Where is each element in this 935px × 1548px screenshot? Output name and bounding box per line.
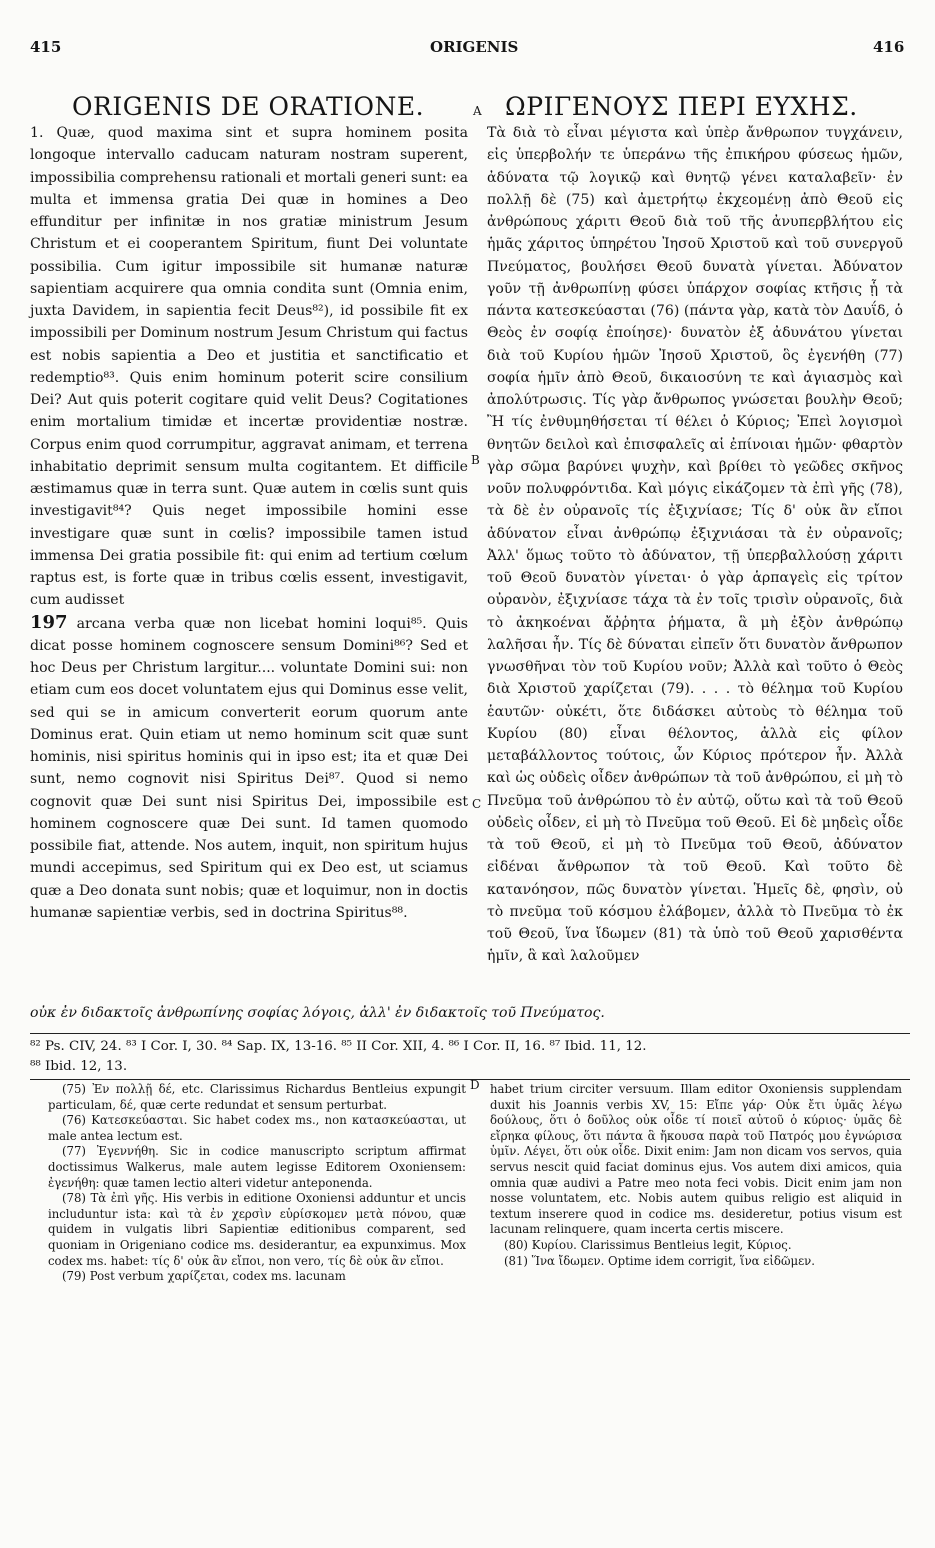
editorial-notes-left xyxy=(48,1082,466,1285)
latin-paragraph-2-text: arcana verba quæ non licebat homini loqui⁸⁵. Quis dicat posse hominem cognoscere sensum Domini⁸⁶? Sed et hoc Deus per Christum largitur.... voluntate Domini sui: non etiam cum eos docet voluntatem ejus qui Dominus esse velit, sed qui se in amicum converterit eorum quorum ante Dominus erat. Quin etiam ut nemo hominum scit quæ sunt hominis, nisi spiritus hominis qui in ipso est; ita et quæ Dei sunt, nemo cognovit nisi Spiritus Dei⁸⁷. Quod si nemo cognovit quæ Dei sunt nisi Spiritus Dei, impossibile est hominem cognoscere quæ Dei sunt. Id tamen quomodo possibile fiat, attende. Nos autem, inquit, non spiritum hujus mundi accepimus, sed Spiritum qui ex Deo est, ut sciamus quæ a Deo donata sunt nobis; quæ et loquimur, non in doctis humanæ sapientiæ verbis, sed in doctrina Spiritus⁸⁸. xyxy=(30,615,468,921)
note-78: (78) Τὰ ἐπὶ γῆς. His verbis in editione Oxoniensi adduntur et uncis includuntur ista: καὶ τὰ ἐν χερσὶν εὑρίσκομεν μετὰ πόνου, quæ quidem in vulgatis libri Sapientiæ editionibus comparent, sed quoniam in Origeniano codice ms. desiderantur, ea expunximus. Mox codex ms. habet: τίς δ' οὐκ ἂν εἴποι, non vero, τίς δὲ οὐκ ἂν εἴποι. xyxy=(48,1191,466,1268)
greek-column xyxy=(487,122,903,968)
greek-paragraph: Τὰ διὰ τὸ εἶναι μέγιστα καὶ ὑπὲρ ἄνθρωπον τυγχάνειν, εἰς ὑπερβολήν τε ὑπεράνω τῆς ἐπικήρου φύσεως ἡμῶν, ἀδύνατα τῷ λογικῷ καὶ θνητῷ γένει καταλαβεῖν· ἐν πολλῇ δὲ (75) καὶ ἀμετρήτῳ ἐκχεομένῃ ἀπὸ Θεοῦ εἰς ἀνθρώπους χάριτι Θεοῦ διὰ τοῦ τῆς ἀνυπερβλήτου εἰς ἡμᾶς χάριτος ὑπηρέτου Ἰησοῦ Χριστοῦ καὶ τοῦ συνεργοῦ Πνεύματος, βουλήσει Θεοῦ δυνατὰ γίνεται. Ἀδύνατον γοῦν τῇ ἀνθρωπίνῃ φύσει ὑπάρχον σοφίας κτῆσις ᾗ τὰ πάντα κατεσκεύασται (76) (πάντα γὰρ, κατὰ τὸν Δαυΐδ, ὁ Θεὸς ἐν σοφίᾳ ἐποίησε)· δυνατὸν ἐξ ἀδυνάτου γίνεται διὰ τοῦ Κυρίου ἡμῶν Ἰησοῦ Χριστοῦ, ὃς ἐγενήθη (77) σοφία ἡμῖν ἀπὸ Θεοῦ, δικαιοσύνη τε καὶ ἁγιασμὸς καὶ ἀπολύτρωσις. Τίς γὰρ ἄνθρωπος γνώσεται βουλὴν Θεοῦ; Ἢ τίς ἐνθυμηθήσεται τί θέλει ὁ Κύριος; Ἐπεὶ λογισμοὶ θνητῶν δειλοὶ καὶ ἐπισφαλεῖς αἱ ἐπίνοιαι ἡμῶν· φθαρτὸν γὰρ σῶμα βαρύνει ψυχὴν, καὶ βρίθει τὸ γεῶδες σκῆνος νοῦν πολυφρόντιδα. Καὶ μόγις εἰκάζομεν τὰ ἐπὶ γῆς (78), τὰ δὲ ἐν οὐρανοῖς τίς ἐξιχνίασε; Τίς δ' οὐκ ἂν εἴποι ἀδύνατον εἶναι ἀνθρώπῳ ἐξιχνιάσαι τὰ ἐν οὐρανοῖς; Ἀλλ' ὅμως τοῦτο τὸ ἀδύνατον, τῇ ὑπερβαλλούσῃ χάριτι τοῦ Θεοῦ δυνατὸν γίνεται· ὁ γὰρ ἁρπαγεὶς εἰς τρίτον οὐρανὸν, ἐξιχνίασε τάχα τὰ ἐν τοῖς τρισὶν οὐρανοῖς, διὰ τὸ ἀκηκοέναι ἄῤῥητα ῥήματα, ἃ μὴ ἐξὸν ἀνθρώπῳ λαλῆσαι ἦν. Τίς δὲ δύναται εἰπεῖν ὅτι δυνατὸν ἄνθρωπον γνωσθῆναι τὸν τοῦ Κυρίου νοῦν; Ἀλλὰ καὶ τοῦτο ὁ Θεὸς διὰ Χριστοῦ χαρίζεται (79). . . . τὸ θέλημα τοῦ Κυρίου ἑαυτῶν· οὐκέτι, ὅτε διδάσκει αὐτοὺς τὸ θέλημα τοῦ Κυρίου (80) εἶναι θέλοντος, ἀλλὰ εἰς φίλον μεταβάλλοντος τούτοις, ὧν Κύριος πρότερον ἦν. Ἀλλὰ καὶ ὡς οὐδεὶς οἶδεν ἀνθρώπων τὰ τοῦ ἀνθρώπου, εἰ μὴ τὸ Πνεῦμα τοῦ ἀνθρώπου τὸ ἐν αὐτῷ, οὕτω καὶ τὰ τοῦ Θεοῦ οὐδεὶς οἶδεν, εἰ μὴ τὸ Πνεῦμα τοῦ Θεοῦ. Εἰ δὲ μηδεὶς οἶδε τὰ τοῦ Θεοῦ, εἰ μὴ τὸ Πνεῦμα τοῦ Θεοῦ, ἀδύνατον εἰδέναι ἄνθρωπον τὰ τοῦ Θεοῦ. Καὶ τοῦτο δὲ κατανόησον, πῶς δυνατὸν γίνεται. Ἡμεῖς δὲ, φησὶν, οὐ τὸ πνεῦμα τοῦ κόσμου ἐλάβομεν, ἀλλὰ τὸ Πνεῦμα τὸ ἐκ τοῦ Θεοῦ, ἵνα ἴδωμεν (81) τὰ ὑπὸ τοῦ Θεοῦ χαρισθέντα ἡμῖν, ἃ καὶ λαλοῦμεν xyxy=(487,125,903,965)
latin-title: ORIGENIS DE ORATIONE. xyxy=(72,92,425,121)
notes-rule xyxy=(30,1079,910,1080)
note-81: (81) Ἵνα ἴδωμεν. Optime idem corrigit, ἵνα εἰδῶμεν. xyxy=(504,1253,815,1268)
margin-mark-c: C xyxy=(472,797,482,811)
note-75: (75) Ἐν πολλῇ δέ, etc. Clarissimus Richardus Bentleius expungit particulam, δέ, quæ certe redundat et sensum perturbat. xyxy=(48,1082,466,1112)
latin-paragraph-1: 1. Quæ, quod maxima sint et supra hominem posita longoque intervallo caducam naturam nostram superent, impossibilia comprehensu rationali et mortali generi sunt: ea multa et immensa gratia Dei quæ in homines a Deo effunditur per infinitæ in nos gratiæ ministrum Jesum Christum et ei cooperantem Spiritum, fiunt Dei voluntate possibilia. Cum igitur impossibile sit humanæ naturæ sapientiam acquirere qua omnia condita sunt (Omnia enim, juxta Davidem, in sapientia fecit Deus⁸²), id possibile fit ex impossibili per Dominum nostrum Jesum Christum qui factus est nobis sapientia a Deo et justitia et sanctificatio et redemptio⁸³. Quis enim hominum poterit scire consilium Dei? Aut quis poterit cogitare quid velit Deus? Cogitationes enim mortalium timidæ et incertæ providentiæ nostræ. Corpus enim quod corrumpitur, aggravat animam, et terrena inhabitatio deprimit sensum multa cogitantem. Et difficile æstimamus quæ in terra sunt. Quæ autem in cœlis sunt quis investigavit⁸⁴? Quis neget impossibile homini esse investigare quæ sunt in cœlis? impossibile tamen istud immensa Dei gratia possibile fit: qui enim ad tertium cœlum raptus est, is forte quæ in tribus cœlis essent, investigavit, cum audisset xyxy=(30,125,468,609)
note-76: (76) Κατεσκεύασται. Sic habet codex ms., non κατασκεύασται, ut male antea lectum est. xyxy=(48,1113,466,1143)
latin-column xyxy=(30,122,468,924)
note-79-continued: habet trium circiter versuum. Illam editor Oxoniensis supplendam duxit his Joannis verbis XV, 15: Εἴπε γάρ· Οὐκ ἔτι ὑμᾶς λέγω δούλους, ὅτι ὁ δοῦλος οὐκ οἶδε τί ποιεῖ αὐτοῦ ὁ κύριος· ὑμᾶς δὲ εἴρηκα φίλους, ὅτι πάντα ἃ ἤκουσα παρὰ τοῦ Πατρός μου ἐγνώρισα ὑμῖν. Λέγει, ὅτι οὐκ οἶδε. Dixit enim: Jam non dicam vos servos, quia servus nescit quid faciat dominus ejus. Vos autem dixi amicos, quia omnia quæ audivi a Patre meo nota feci vobis. Dicit enim jam non nosse voluntatem, etc. Nobis autem quibus religio est aliquid in textum inserere quod in codice ms. desideretur, potius visum est lacunam relinquere, quam incerta certis miscere. xyxy=(490,1082,902,1237)
margin-mark-a: A xyxy=(473,104,482,118)
latin-paragraph-2 xyxy=(30,612,468,925)
note-80: (80) Κυρίου. Clarissimus Bentleius legit, Κύριος. xyxy=(504,1237,792,1252)
greek-title: ΩΡΙΓΕΝΟΥΣ ΠΕΡΙ ΕΥΧΗΣ. xyxy=(505,92,858,121)
running-head: ORIGENIS xyxy=(430,38,519,56)
footnote-rule xyxy=(30,1033,910,1034)
page-number-left: 415 xyxy=(30,38,62,56)
scripture-footnotes-2: ⁸⁸ Ibid. 12, 13. xyxy=(30,1059,128,1074)
editorial-notes-right xyxy=(490,1082,902,1269)
greek-final-line: οὐκ ἐν διδακτοῖς ἀνθρωπίνης σοφίας λόγοις, ἀλλ' ἐν διδακτοῖς τοῦ Πνεύματος. xyxy=(30,1005,605,1021)
margin-mark-d: D xyxy=(470,1078,480,1092)
note-77: (77) Ἐγεννήθη. Sic in codice manuscripto scriptum affirmat doctissimus Walkerus, male autem legisse Editorem Oxoniensem: ἐγενήθη: quæ tamen lectio alteri videtur anteponenda. xyxy=(48,1144,466,1190)
scripture-footnotes-1: ⁸² Ps. CIV, 24. ⁸³ I Cor. I, 30. ⁸⁴ Sap. IX, 13-16. ⁸⁵ II Cor. XII, 4. ⁸⁶ I Cor. II, 16. ⁸⁷ Ibid. 11, 12. xyxy=(30,1039,647,1054)
page-marker: 197 xyxy=(30,611,68,633)
page-number-right: 416 xyxy=(873,38,905,56)
note-79: (79) Post verbum χαρίζεται, codex ms. lacunam xyxy=(62,1269,346,1284)
margin-mark-b: B xyxy=(471,453,480,467)
